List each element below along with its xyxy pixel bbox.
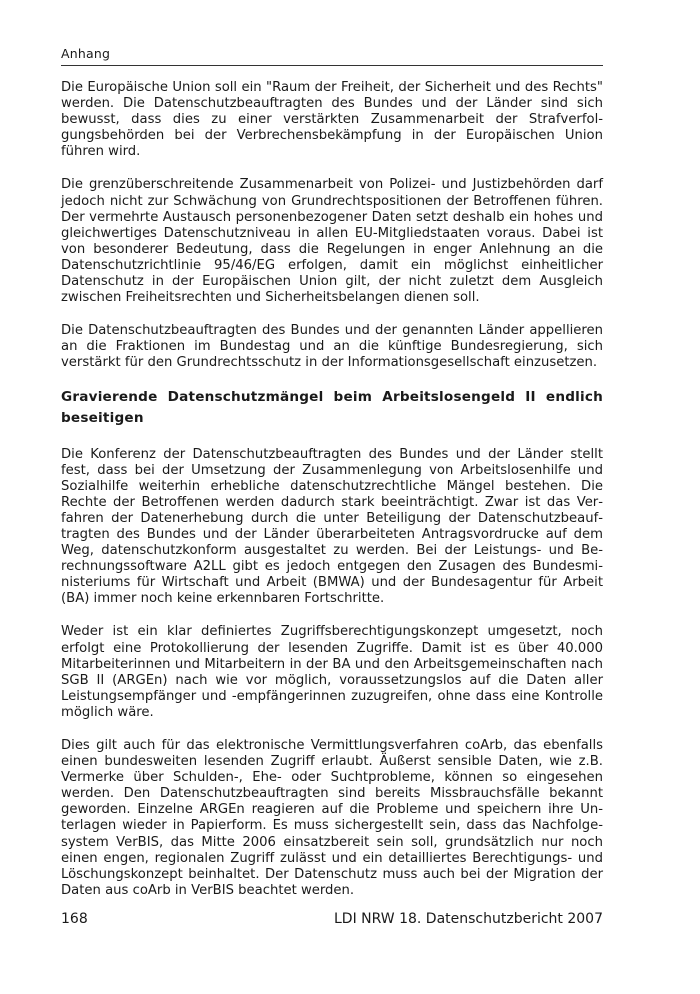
- paragraph: Die Datenschutzbeauftragten des Bundes und der genannten Länder appellieren an die Fraktionen im Bundestag und an die künftige Bundesregierung, sich verstärkt für den Grundrechtsschutz in der Informationsgesellschaft einzusetzen.: [61, 323, 603, 371]
- paragraph: Die Konferenz der Datenschutzbeauftragten des Bundes und der Länder stellt fest, dass bei der Umsetzung der Zusammenlegung von Arbeitslosenhilfe und Sozialhilfe weiterhin erhebliche datenschutzrechtliche Mängel bestehen. Die Rechte der Betroffenen werden dadurch stark beeinträchtigt. Zwar ist das Verfahren der Datenerhebung durch die unter Beteiligung der Datenschutzbeauftragten des Bundes und der Länder überarbeiteten Antragsvordrucke auf dem Weg, datenschutzkonform ausgestaltet zu werden. Bei der Leistungs- und Berechnungssoftware A2LL gibt es jedoch entgegen den Zusagen des Bundesministeriums für Wirtschaft und Arbeit (BMWA) und der Bundesagentur für Arbeit (BA) immer noch keine erkennbaren Fortschritte.: [61, 446, 603, 607]
- paragraph: Weder ist ein klar definiertes Zugriffsberechtigungskonzept umgesetzt, noch erfolgt eine Protokollierung der lesenden Zugriffe. Damit ist es über 40.000 Mitarbeiterinnen und Mitarbeitern in der BA und den Arbeitsgemeinschaften nach SGB II (ARGEn) nach wie vor möglich, voraussetzungslos auf die Daten aller Leistungsempfänger und -empfängerinnen zuzugreifen, ohne dass eine Kontrolle möglich wäre.: [61, 624, 603, 720]
- paragraph: Die Europäische Union soll ein "Raum der Freiheit, der Sicherheit und des Rechts" werden. Die Datenschutzbeauftragten des Bundes und der Länder sind sich bewusst, dass dies zu einer verstärkten Zusammenarbeit der Strafverfolgungsbehörden bei der Verbrechensbekämpfung in der Europäischen Union führen wird.: [61, 80, 603, 160]
- paragraph: Die grenzüberschreitende Zusammenarbeit von Polizei- und Justizbehörden darf jedoch nicht zur Schwächung von Grundrechtspositionen der Betroffenen führen. Der vermehrte Austausch personenbezogener Daten setzt deshalb ein hohes und gleichwertiges Datenschutzniveau in allen EU-Mitgliedstaaten voraus. Dabei ist von besonderer Bedeutung, dass die Regelungen in enger Anlehnung an die Datenschutzrichtlinie 95/46/EG erfolgen, damit ein möglichst einheitlicher Datenschutz in der Europäischen Union gilt, der nicht zuletzt dem Ausgleich zwischen Freiheitsrechten und Sicherheitsbelangen dienen soll.: [61, 177, 603, 306]
- running-header: Anhang: [61, 46, 111, 61]
- page-body: [61, 80, 603, 899]
- page-footer: [61, 911, 603, 927]
- section-heading: Gravierende Datenschutzmängel beim Arbeitslosengeld II endlich beseitigen: [61, 388, 603, 426]
- header-divider: [61, 65, 603, 66]
- document-page: [61, 0, 603, 994]
- paragraph: Dies gilt auch für das elektronische Vermittlungsverfahren coArb, das ebenfalls einen bundesweiten lesenden Zugriff erlaubt. Äußerst sensible Daten, wie z.B. Vermerke über Schulden-, Ehe- oder Suchtprobleme, können so eingesehen werden. Den Datenschutzbeauftragten sind bereits Missbrauchsfälle bekannt geworden. Einzelne ARGEn reagieren auf die Probleme und speichern ihre Unterlagen wieder in Papierform. Es muss sichergestellt sein, dass das Nachfolgesystem VerBIS, das Mitte 2006 einsatzbereit sein soll, grundsätzlich nur noch einen engen, regionalen Zugriff zulässt und ein detailliertes Berechtigungs- und Löschungskonzept beinhaltet. Der Datenschutz muss auch bei der Migration der Daten aus coArb in VerBIS beachtet werden.: [61, 738, 603, 898]
- page-number: 168: [61, 911, 88, 927]
- publication-title: LDI NRW 18. Datenschutzbericht 2007: [334, 911, 603, 927]
